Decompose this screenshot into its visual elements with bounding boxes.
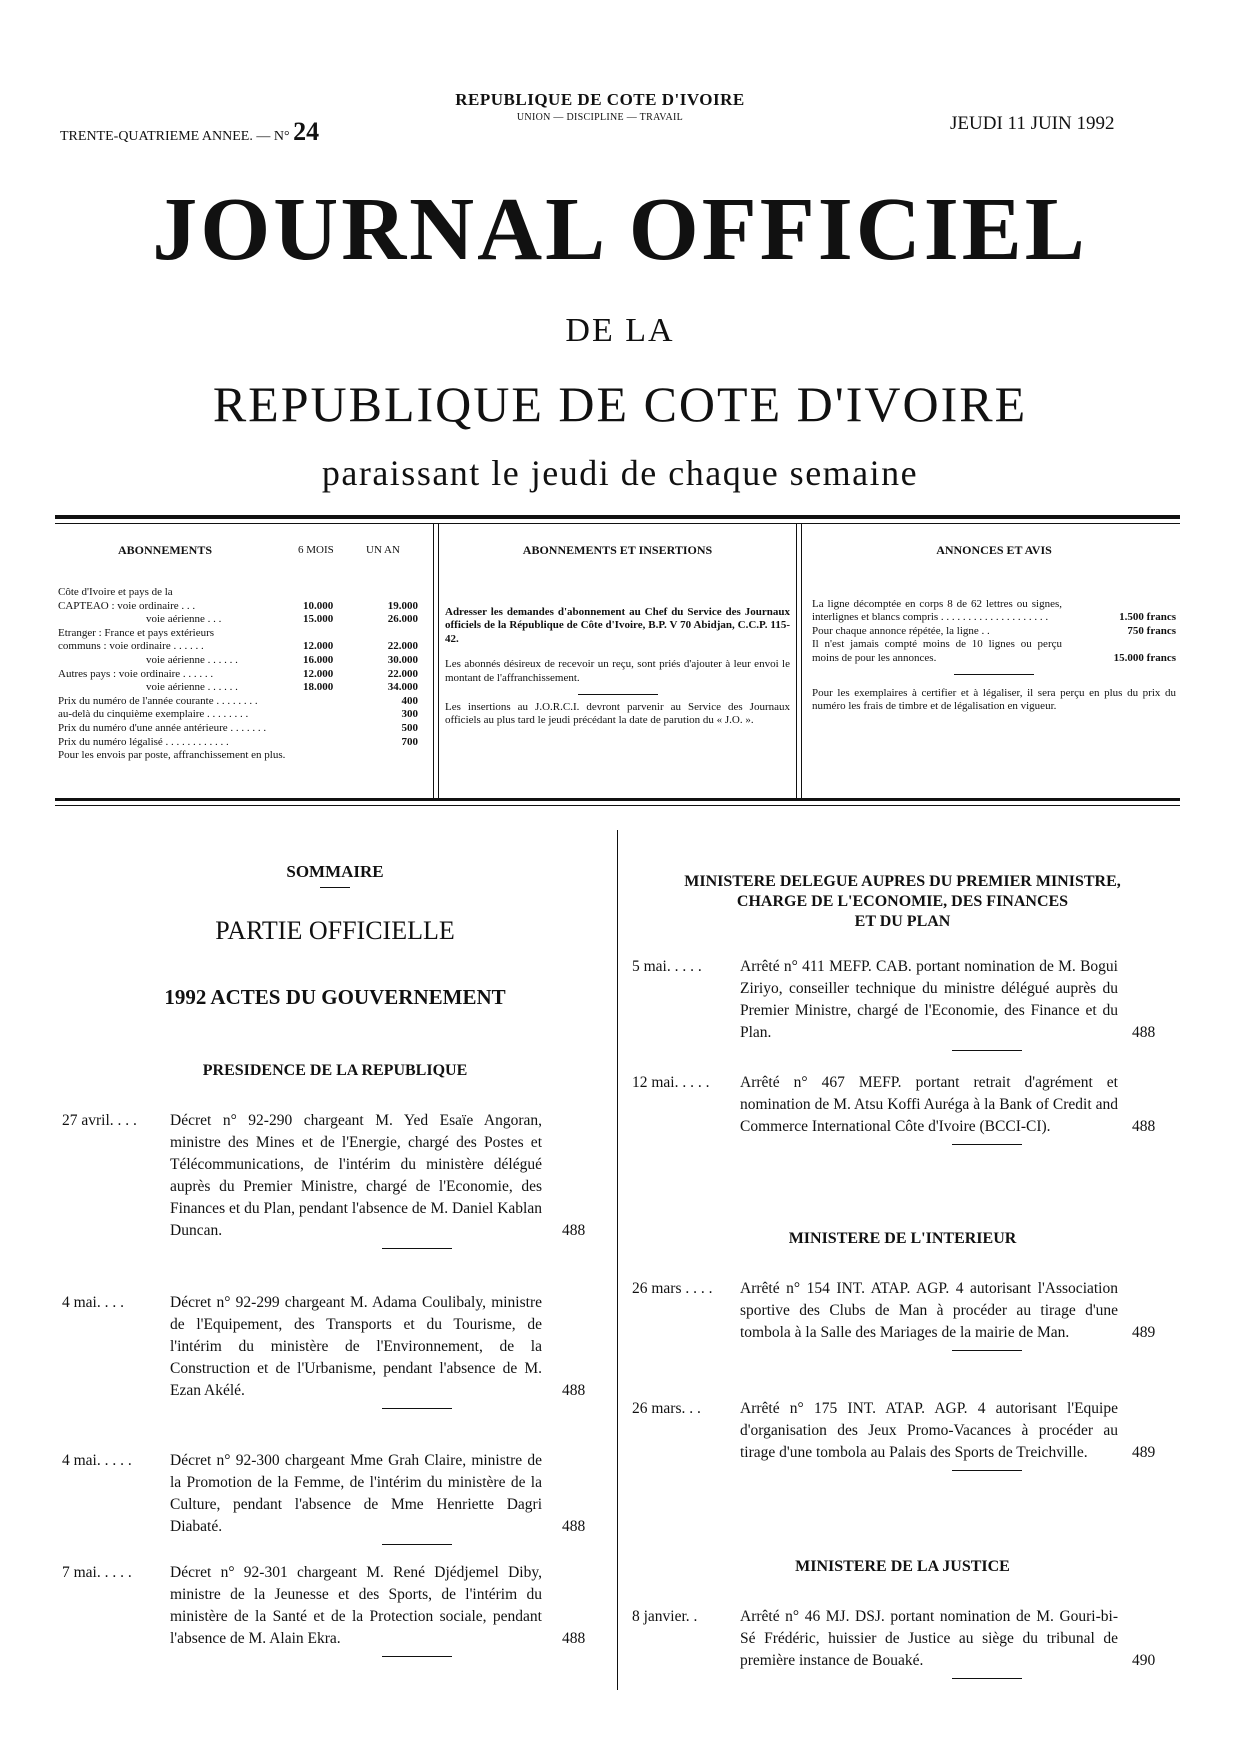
presidence-heading: PRESIDENCE DE LA REPUBLIQUE [202,1062,468,1079]
entry-page: 488 [562,1630,586,1647]
subscription-row [58,600,422,614]
sommaire-heading: SOMMAIRE [286,862,384,881]
entry-page: 490 [1132,1652,1156,1669]
subscription-1y: 30.000 [387,653,418,666]
subscription-row [58,668,422,682]
entry-separator [952,1050,1022,1051]
subscription-label: Prix du numéro légalisé . . . . . . . . . . . . [58,735,229,748]
issue-line [60,117,319,147]
entry-page: 489 [1132,1324,1156,1341]
entry-separator [382,1544,452,1545]
subscription-label: Etranger : France et pays extérieurs [58,626,215,639]
box-divider-2a [796,524,797,798]
entry-date: 7 mai. . . . . [62,1564,132,1581]
subscription-row [58,654,422,668]
insertions-heading: ABONNEMENTS ET INSERTIONS [522,543,713,557]
subscription-row [58,627,422,641]
subscription-label: Prix du numéro de l'année courante . . . . . . . . [58,694,258,707]
top-rule-thin [55,523,1180,524]
republic-header [420,90,780,123]
masthead-de-la: DE LA [565,312,675,349]
economie-heading-l2: CHARGE DE L'ECONOMIE, DES FINANCES [736,893,1069,910]
entry-separator [952,1144,1022,1145]
box-divider-2b [801,524,802,798]
masthead-title: JOURNAL OFFICIEL [152,180,1088,279]
subscription-row [58,586,422,600]
announcements-box [812,532,1176,802]
entry-text: Arrêté n° 175 INT. ATAP. AGP. 4 autorisant l'Equipe d'organisation des Jeux Promo-Vacances à procéder au tirage d'une tombola au Palais des Sports de Treichville. [740,1400,1118,1461]
subscription-1y: 400 [401,694,418,707]
subscription-label: au-delà du cinquième exemplaire . . . . . . . . [58,708,249,721]
actes-heading: 1992 ACTES DU GOUVERNEMENT [164,985,506,1009]
subscription-row [58,749,422,763]
announcement-price: 15.000 francs [1113,651,1176,664]
entry-date: 27 avril. . . . [62,1112,137,1129]
subscriptions-box [58,532,422,802]
year-issue: TRENTE-QUATRIEME ANNEE. — N° [60,129,294,144]
entry-separator [382,1656,452,1657]
entry-separator [952,1350,1022,1351]
subscriptions-rows [58,586,422,763]
entry-separator [952,1678,1022,1679]
entry-text: Arrêté n° 154 INT. ATAP. AGP. 4 autorisant l'Association sportive des Clubs de Man à procéder au tirage d'une tombola à la Salle des Mariages de la mairie de Man. [740,1280,1118,1341]
subscription-1y: 300 [401,708,418,721]
entry-separator [952,1470,1022,1471]
subscription-row [58,722,422,736]
subscription-row [58,708,422,722]
entry-date: 5 mai. . . . . [632,958,702,975]
announcement-line [812,638,1176,665]
subscription-label: CAPTEAO : voie ordinaire . . . [58,599,196,612]
entry-page: 489 [1132,1444,1156,1461]
announcement-line [812,598,1176,625]
subscription-label: Prix du numéro d'une année antérieure . . . . . . . [58,721,267,734]
subscription-label: voie aérienne . . . [146,613,222,626]
bottom-rule-thin [55,805,1180,806]
announcements-heading: ANNONCES ET AVIS [936,543,1052,557]
justice-heading: MINISTERE DE LA JUSTICE [795,1558,1010,1575]
republic-small: REPUBLIQUE DE COTE D'IVOIRE [455,90,745,109]
subscription-6m: 18.000 [303,681,334,694]
subscription-label: Côte d'Ivoire et pays de la [58,586,173,598]
announcement-text: La ligne décomptée en corps 8 de 62 lettres ou signes, interlignes et blancs compris . . . . . . . . . . . . . . . . . . . . [812,597,1062,624]
insertions-box [445,532,790,802]
subscription-label: voie aérienne . . . . . . [146,681,238,694]
entry-page: 488 [562,1518,586,1535]
entry-separator [382,1248,452,1249]
announcement-text: Pour chaque annonce répétée, la ligne . . [812,624,990,637]
subscription-row [58,736,422,750]
entry-date: 26 mars. . . [632,1400,701,1417]
entry-text: Décret n° 92-300 chargeant Mme Grah Claire, ministre de la Promotion de la Femme, de l'intérim du ministère de la Culture, pendant l'absence de Mme Henriette Dagri Diabaté. [170,1452,542,1535]
economie-heading [625,872,1180,932]
subscription-1y: 26.000 [387,613,418,626]
issue-number: 24 [293,117,320,146]
subscription-row [58,681,422,695]
sommaire-underline [320,887,350,888]
masthead-frequency: paraissant le jeudi de chaque semaine [321,453,919,493]
motto: UNION — DISCIPLINE — TRAVAIL [516,112,684,123]
entry-page: 488 [1132,1024,1156,1041]
entry-date: 4 mai. . . . . [62,1452,132,1469]
subscriptions-heading: ABONNEMENTS [118,543,213,557]
entry-text: Décret n° 92-299 chargeant M. Adama Coulibaly, ministre de l'Equipement, des Transports et du Tourisme, de l'intérim du ministère de l'Environnement, de la Construction et de l'Urbanisme, pendant l'absence de M. Ezan Akélé. [170,1294,542,1399]
insertions-separator [578,694,658,695]
announcements-separator [954,674,1034,675]
subscription-1y: 700 [401,735,418,748]
entry-text: Arrêté n° 46 MJ. DSJ. portant nomination de M. Gouri-bi-Sé Frédéric, huissier de Justice au siège du tribunal de première instance de Bouaké. [740,1608,1118,1669]
subscription-6m: 12.000 [303,640,334,653]
economie-heading-l3: ET DU PLAN [854,913,951,930]
announcement-price: 750 francs [1127,624,1176,637]
subscription-label: communs : voie ordinaire . . . . . . [58,640,204,653]
entry-page: 488 [562,1222,586,1239]
subscription-6m: 10.000 [303,599,334,612]
insertions-p3: Les insertions au J.O.R.C.I. devront parvenir au Service des Journaux officiels au plus tard le jeudi précédant la date de parution du « J.O. ». [445,700,790,727]
economie-heading-l1: MINISTERE DELEGUE AUPRES DU PREMIER MINISTRE, [684,873,1121,890]
entry-text: Décret n° 92-301 chargeant M. René Djédjemel Diby, ministre de la Jeunesse et des Sports, de l'intérim du ministère de la Santé et de la Protection sociale, pendant l'absence de M. Alain Ekra. [170,1564,542,1647]
entry-page: 488 [1132,1118,1156,1135]
entry-page: 488 [562,1382,586,1399]
entry-separator [382,1408,452,1409]
entry-text: Arrêté n° 467 MEFP. portant retrait d'agrément et nomination de M. Atsu Koffi Auréga à la Bank of Credit and Commerce International Côte d'Ivoire (BCCI-CI). [740,1074,1118,1135]
top-rule-thick [55,515,1180,519]
subscription-1y: 500 [401,721,418,734]
subscription-row [58,640,422,654]
subscription-6m: 15.000 [303,613,334,626]
announcement-text: Il n'est jamais compté moins de 10 lignes ou perçu moins de pour les annonces. [812,638,1062,664]
subscription-1y: 22.000 [387,667,418,680]
subscription-label: Autres pays : voie ordinaire . . . . . . [58,667,214,680]
entry-date: 8 janvier. . [632,1608,698,1625]
subscription-row [58,613,422,627]
announcement-price: 1.500 francs [1119,611,1176,624]
partie-heading: PARTIE OFFICIELLE [215,916,455,945]
entry-date: 26 mars . . . . [632,1280,713,1297]
subscription-6m: 12.000 [303,667,334,680]
subscription-1y: 19.000 [387,599,418,612]
subscription-1y: 34.000 [387,681,418,694]
box-divider-1a [433,524,434,798]
masthead-republic: REPUBLIQUE DE COTE D'IVOIRE [212,376,1028,432]
col-1-year: UN AN [366,544,400,556]
subscription-6m: 16.000 [303,653,334,666]
insertions-p2: Les abonnés désireux de recevoir un reçu, sont priés d'ajouter à leur envoi le montant de l'affranchissement. [445,658,790,684]
entry-date: 12 mai. . . . . [632,1074,710,1091]
subscription-row [58,695,422,709]
entry-date: 4 mai. . . . [62,1294,124,1311]
subscription-label: Pour les envois par poste, affranchissement en plus. [58,749,286,762]
col-6-months: 6 MOIS [298,544,334,556]
issue-date: JEUDI 11 JUIN 1992 [950,113,1115,134]
announcement-line [812,625,1176,639]
column-divider [617,830,618,1690]
entry-text: Décret n° 92-290 chargeant M. Yed Esaïe Angoran, ministre des Mines et de l'Energie, chargé des Postes et Télécommunications, de l'intérim du ministère délégué auprès du Premier Ministre, chargé de l'Economie, des Finances et du Plan, pendant l'absence de M. Daniel Kablan Duncan. [170,1112,542,1239]
box-divider-1b [438,524,439,798]
interieur-heading: MINISTERE DE L'INTERIEUR [788,1230,1017,1247]
entry-text: Arrêté n° 411 MEFP. CAB. portant nomination de M. Bogui Ziriyo, conseiller technique du ministre délégué auprès du Premier Ministre, chargé de l'Economie, des Finance et du Plan. [740,958,1118,1041]
subscription-1y: 22.000 [387,640,418,653]
announcements-lines [812,598,1176,666]
subscription-label: voie aérienne . . . . . . [146,653,238,666]
insertions-p1: Adresser les demandes d'abonnement au Chef du Service des Journaux officiels de la République de Côte d'Ivoire, B.P. V 70 Abidjan, C.C.P. 115-42. [445,605,790,645]
announcements-note: Pour les exemplaires à certifier et à légaliser, il sera perçu en plus du prix du numéro les frais de timbre et de légalisation en vigueur. [812,686,1176,713]
